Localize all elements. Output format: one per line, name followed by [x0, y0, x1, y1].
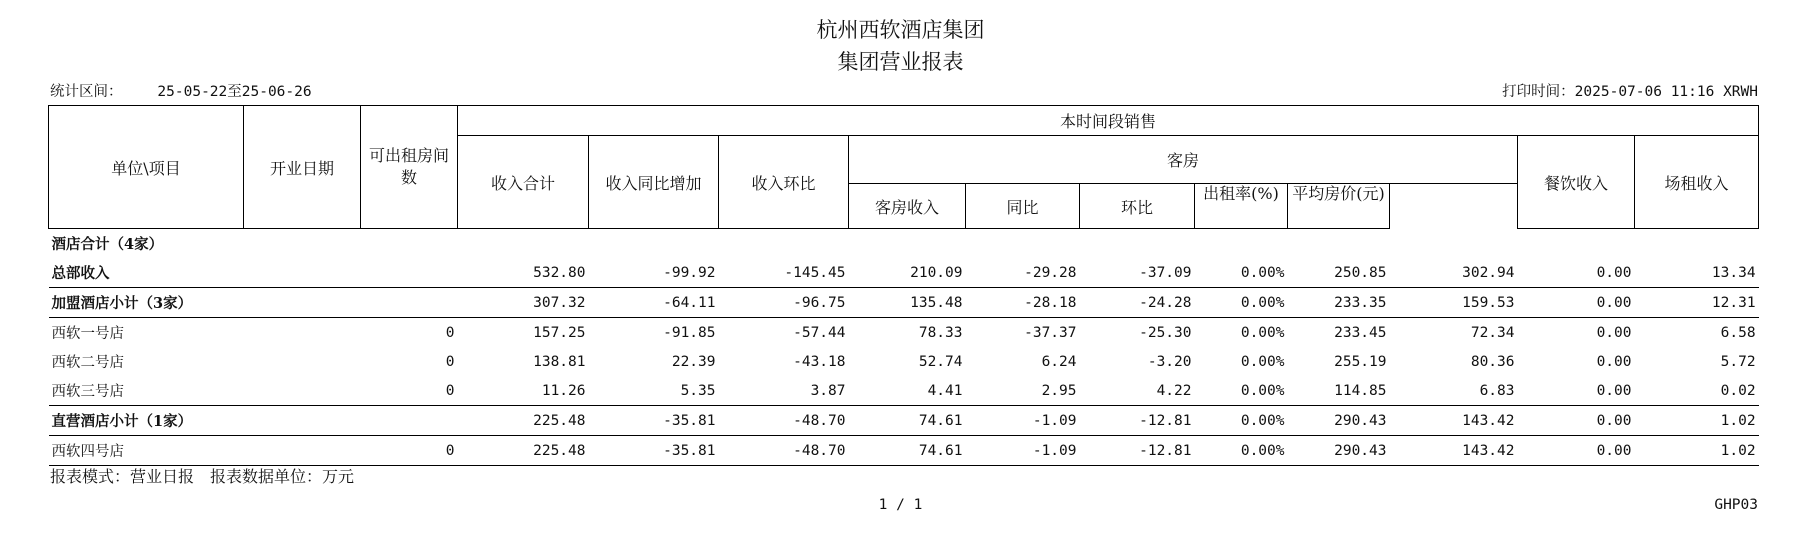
value-cell [1390, 229, 1518, 259]
open-date-cell [244, 258, 361, 288]
value-cell: 0.00 [1518, 436, 1635, 466]
value-cell: -48.70 [719, 406, 849, 436]
value-cell: 6.24 [1041, 353, 1077, 370]
header-yoy-increase: 收入同比增加 [589, 136, 719, 229]
header-period-sales: 本时间段销售 [458, 106, 1759, 136]
rooms-cell: 0 [361, 318, 458, 348]
header-yoy: 同比 [966, 184, 1080, 229]
report-body [49, 229, 1759, 466]
value-cell: -3.20 [1147, 353, 1192, 370]
value-cell [1518, 229, 1635, 259]
value-cell: 0.00% [1240, 353, 1285, 370]
value-cell: -29.28 [1024, 264, 1077, 281]
rooms-cell: 0 [361, 436, 458, 466]
value-cell: 78.33 [849, 318, 966, 348]
value-cell: 52.74 [918, 353, 963, 370]
row-name: 加盟酒店小计（3家） [49, 288, 244, 318]
header-room-mom: 环比 [1080, 184, 1195, 229]
value-cell: 0.00% [1195, 436, 1288, 466]
header-room-income: 客房收入 [849, 184, 966, 229]
rooms-cell: 0 [445, 382, 455, 399]
table-row [49, 436, 1759, 466]
header-occupancy: 出租率(%) [1195, 184, 1288, 229]
value-cell: 0.00% [1240, 382, 1285, 399]
page-number: 1 / 1 [878, 497, 923, 513]
value-cell: 255.19 [1334, 353, 1387, 370]
rooms-cell [361, 258, 458, 288]
value-cell: 157.25 [458, 318, 589, 348]
value-cell: 0.00 [1596, 382, 1632, 399]
header-open-date: 开业日期 [244, 106, 361, 229]
header-unit: 单位\项目 [49, 106, 244, 229]
value-cell: 5.72 [1720, 353, 1756, 370]
value-cell: -43.18 [793, 353, 846, 370]
value-cell: 225.48 [458, 436, 589, 466]
print-time: 打印时间：2025-07-06 11:16 XRWH [1502, 84, 1758, 100]
value-cell: 6.83 [1479, 382, 1515, 399]
rooms-cell [361, 229, 458, 259]
value-cell: 74.61 [849, 436, 966, 466]
value-cell: 0.00 [1596, 353, 1632, 370]
value-cell: -12.81 [1080, 406, 1195, 436]
value-cell: 290.43 [1288, 406, 1390, 436]
value-cell: 0.00 [1518, 318, 1635, 348]
value-cell: 225.48 [458, 406, 589, 436]
value-cell [1080, 229, 1195, 259]
value-cell [589, 229, 719, 259]
row-name: 西软二号店 [51, 355, 124, 371]
header-avg-price: 平均房价(元) [1288, 184, 1390, 229]
value-cell: 114.85 [1334, 382, 1387, 399]
value-cell: 6.58 [1635, 318, 1759, 348]
row-name: 西软三号店 [51, 384, 124, 400]
value-cell: 143.42 [1390, 436, 1518, 466]
open-date-cell [244, 436, 361, 466]
value-cell: 11.26 [541, 382, 586, 399]
value-cell: 5.35 [680, 382, 716, 399]
period-range [50, 80, 312, 101]
value-cell: 290.43 [1288, 436, 1390, 466]
row-name: 西软四号店 [49, 436, 244, 466]
value-cell [1195, 229, 1288, 259]
open-date-cell [244, 318, 361, 348]
table-row [49, 347, 1759, 376]
value-cell: 250.85 [1334, 264, 1387, 281]
company-title: 杭州西软酒店集团 [816, 18, 985, 42]
header-venue-income: 场租收入 [1635, 136, 1759, 229]
value-cell [966, 229, 1080, 259]
value-cell: 0.00% [1195, 288, 1288, 318]
value-cell: 12.31 [1635, 288, 1759, 318]
value-cell: 3.87 [810, 382, 846, 399]
value-cell: -1.09 [966, 406, 1080, 436]
value-cell: 1.02 [1635, 436, 1759, 466]
value-cell: -12.81 [1080, 436, 1195, 466]
value-cell: -48.70 [719, 436, 849, 466]
value-cell: -35.81 [589, 406, 719, 436]
header-mom: 收入环比 [719, 136, 849, 229]
value-cell: -35.81 [589, 436, 719, 466]
value-cell: -24.28 [1080, 288, 1195, 318]
value-cell: 72.34 [1390, 318, 1518, 348]
row-name: 西软一号店 [49, 318, 244, 348]
value-cell: 0.00% [1240, 264, 1285, 281]
value-cell: -1.09 [966, 436, 1080, 466]
value-cell: 13.34 [1711, 264, 1756, 281]
value-cell: 302.94 [1462, 264, 1515, 281]
value-cell: 2.95 [1041, 382, 1077, 399]
value-cell: 143.42 [1390, 406, 1518, 436]
value-cell: 210.09 [910, 264, 963, 281]
value-cell: 307.32 [458, 288, 589, 318]
rooms-cell: 0 [445, 353, 455, 370]
value-cell: 0.02 [1720, 382, 1756, 399]
header-fb-income: 餐饮收入 [1518, 136, 1635, 229]
period-label: 统计区间： [50, 84, 123, 100]
open-date-cell [244, 406, 361, 436]
value-cell: 138.81 [533, 353, 586, 370]
value-cell: -99.92 [663, 264, 716, 281]
value-cell: -28.18 [966, 288, 1080, 318]
report-title: 集团营业报表 [837, 50, 964, 74]
value-cell: 532.80 [533, 264, 586, 281]
table-row [49, 318, 1759, 348]
value-cell: 0.00 [1518, 288, 1635, 318]
value-cell: 233.45 [1288, 318, 1390, 348]
row-name: 直营酒店小计（1家） [49, 406, 244, 436]
value-cell: 233.35 [1288, 288, 1390, 318]
value-cell: -37.09 [1139, 264, 1192, 281]
value-cell: 4.22 [1156, 382, 1192, 399]
rooms-cell [361, 288, 458, 318]
open-date-cell [244, 288, 361, 318]
table-row [49, 376, 1759, 406]
open-date-cell [244, 229, 361, 259]
value-cell: 0.00 [1518, 406, 1635, 436]
value-cell [458, 229, 589, 259]
value-cell: -64.11 [589, 288, 719, 318]
value-cell: 0.00% [1195, 318, 1288, 348]
report-mode: 报表模式：营业日报 报表数据单位：万元 [50, 467, 355, 486]
value-cell: 0.00% [1195, 406, 1288, 436]
value-cell [1635, 229, 1759, 259]
period-value: 25-05-22至25-06-26 [157, 84, 312, 100]
value-cell: 4.41 [927, 382, 963, 399]
report-table [48, 105, 1759, 466]
table-row [49, 258, 1759, 288]
report-code: GHP03 [1714, 497, 1758, 513]
table-row [49, 406, 1759, 436]
value-cell: -145.45 [784, 264, 846, 281]
open-date-cell [244, 376, 361, 406]
value-cell [849, 229, 966, 259]
rooms-cell [361, 406, 458, 436]
value-cell: -37.37 [966, 318, 1080, 348]
value-cell [1288, 229, 1390, 259]
header-rooms: 客房 [849, 136, 1518, 184]
row-name: 总部收入 [51, 265, 110, 282]
value-cell: -25.30 [1080, 318, 1195, 348]
value-cell: -96.75 [719, 288, 849, 318]
open-date-cell [244, 347, 361, 376]
value-cell: 22.39 [671, 353, 716, 370]
value-cell: -91.85 [589, 318, 719, 348]
header-total-income: 收入合计 [458, 136, 589, 229]
value-cell: 1.02 [1635, 406, 1759, 436]
value-cell: -57.44 [719, 318, 849, 348]
value-cell: 0.00 [1596, 264, 1632, 281]
row-name: 酒店合计（4家） [51, 236, 164, 253]
value-cell [719, 229, 849, 259]
table-row [49, 229, 1759, 259]
value-cell: 74.61 [849, 406, 966, 436]
value-cell: 135.48 [849, 288, 966, 318]
value-cell: 80.36 [1470, 353, 1515, 370]
header-rentable-rooms: 可出租房间数 [361, 106, 458, 229]
value-cell: 159.53 [1390, 288, 1518, 318]
table-row [49, 288, 1759, 318]
